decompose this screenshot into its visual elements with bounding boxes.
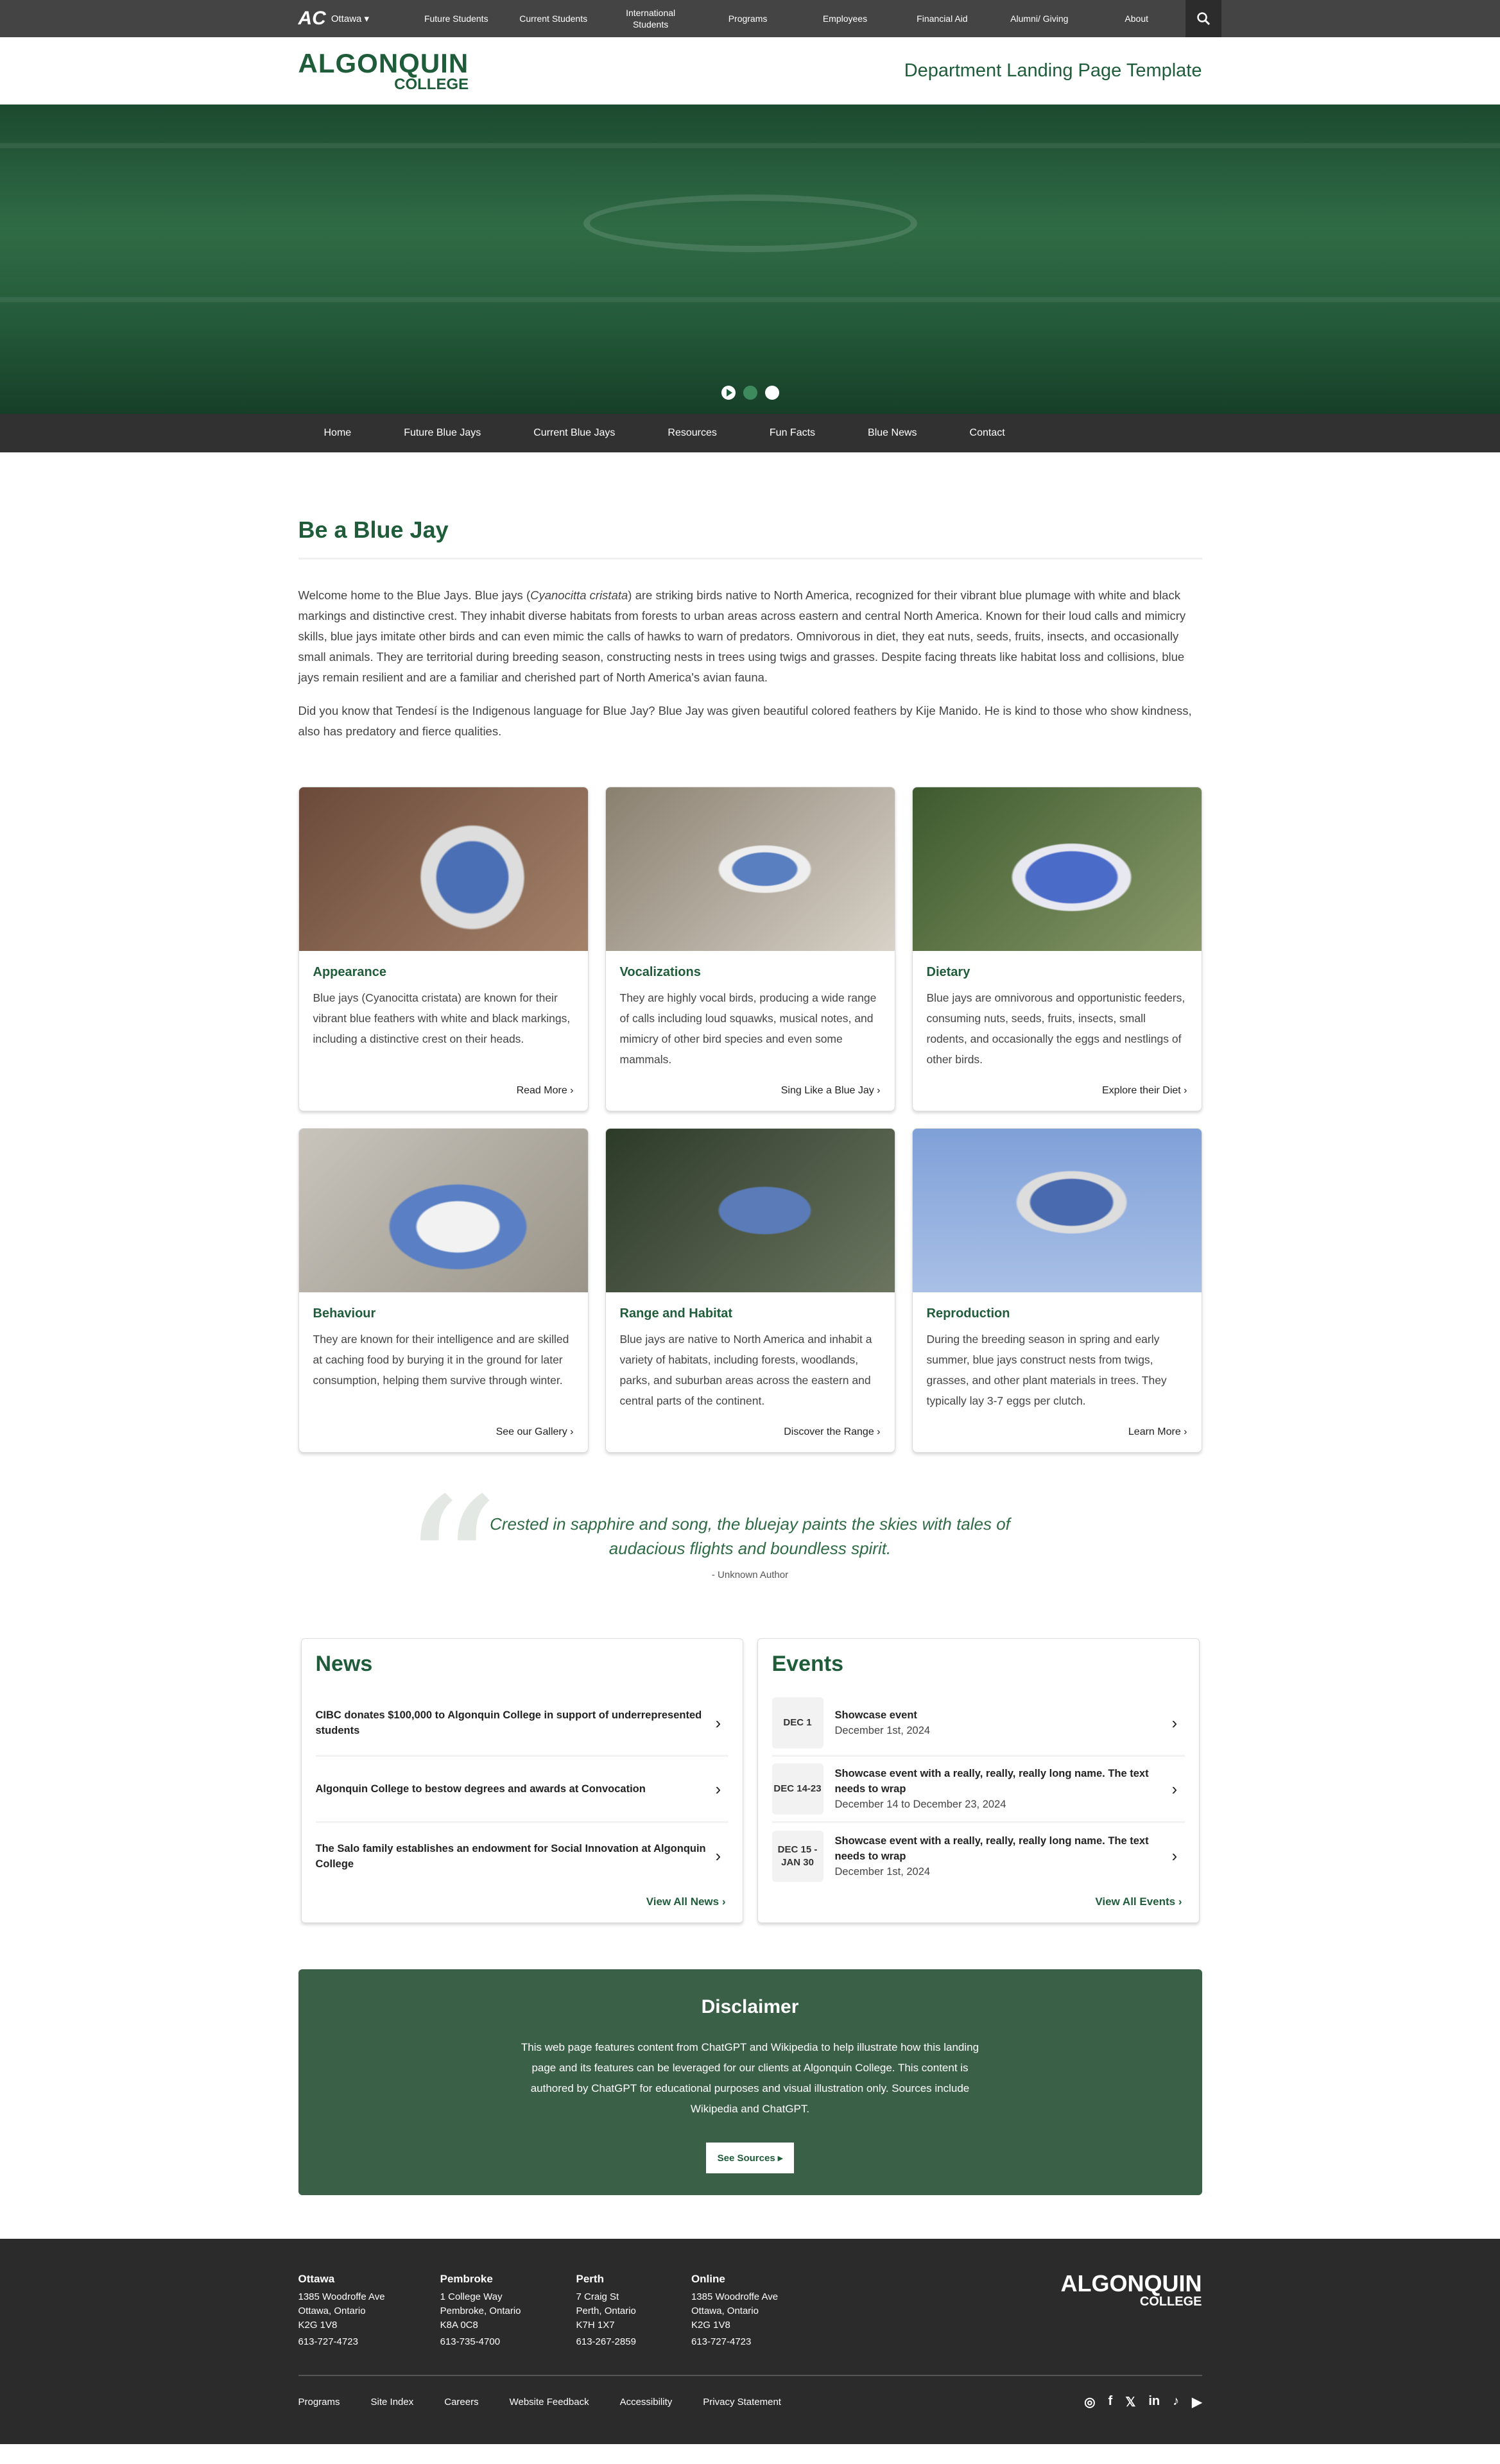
card-vocalizations: Vocalizations They are highly vocal birds, producing a wide range of calls including loud squawks, musical notes, and mimicry of other bird species and even some mammals. Sing Like a Blue Jay › [605,787,895,1111]
intro-text [298,585,1202,742]
subnav-future-blue-jays[interactable]: Future Blue Jays [404,427,481,438]
carousel-dot[interactable] [765,386,779,400]
search-icon [1196,12,1211,26]
hero-decor [0,297,1500,302]
hero-carousel [0,105,1500,414]
footer-link-accessibility[interactable]: Accessibility [619,2396,673,2408]
intro-paragraph: Welcome home to the Blue Jays. Blue jays (Cyanocitta cristata) are striking birds native to North America, recognized for their vibrant blue plumage with white and black markings and distinctive crest. They inhabit diverse habitats from forests to urban areas across eastern and central North America. Known for their loud calls and mimicry skills, blue jays imitate other birds and can even mimic the calls of hawks to warn of predators. Omnivorous in diet, they eat nuts, seeds, fruits, insects, and occasionally small animals. They are territorial during breeding season, constructing nests in trees using twigs and grasses. Despite facing threats like habitat loss and collisions, blue jays remain resilient and are a familiar and cherished part of North America's avian fauna. [298,588,1186,684]
chevron-right-icon: › [1171,1846,1178,1865]
quote-mark-icon: “ [401,1457,499,1681]
chevron-right-icon: › [1171,1779,1178,1799]
quote-text: Crested in sapphire and song, the bluejay paints the skies with tales of audacious flights and boundless spirit. [490,1514,1010,1558]
blue-jay-image [299,1129,588,1292]
footer-link-programs[interactable]: Programs [298,2396,340,2408]
event-date: DEC 14-23 [772,1763,823,1815]
x-icon[interactable]: 𝕏 [1125,2395,1136,2409]
subnav-contact[interactable]: Contact [969,427,1005,438]
card-appearance: Appearance Blue jays (Cyanocitta cristata) are known for their vibrant blue feathers with white and black markings, including a distinctive crest on their heads. Read More › [298,787,589,1111]
blue-jay-image [606,787,895,951]
subnav-fun-facts[interactable]: Fun Facts [769,427,816,438]
event-item[interactable]: DEC 1 Showcase event December 1st, 2024 › [772,1691,1185,1757]
ac-logo-icon[interactable]: AC [298,8,326,29]
top-nav-current-students[interactable]: Current Students [519,13,588,24]
top-nav-future-students[interactable]: Future Students [424,13,488,24]
blue-jay-image [606,1129,895,1292]
footer-link-site-index[interactable]: Site Index [370,2396,414,2408]
algonquin-logo[interactable]: ALGONQUIN COLLEGE [298,47,469,93]
card-range-habitat: Range and Habitat Blue jays are native to North America and inhabit a variety of habitats, including forests, woodlands, parks, and suburban areas across the eastern and central parts of the continent. Discover the Range › [605,1128,895,1453]
site-footer [0,2239,1500,2444]
carousel-controls [721,386,779,400]
footer-link-careers[interactable]: Careers [444,2396,479,2408]
quote-author: - Unknown Author [711,1570,789,1580]
news-item[interactable]: Algonquin College to bestow degrees and awards at Convocation › [316,1757,728,1823]
chevron-right-icon: › [715,1779,721,1799]
see-sources-button[interactable]: See Sources ▸ [706,2143,795,2173]
explore-diet-link[interactable]: Explore their Diet › [1102,1085,1187,1096]
linkedin-icon[interactable]: in [1148,2393,1160,2408]
top-nav-financial-aid[interactable]: Financial Aid [917,13,968,24]
event-date: DEC 1 [772,1697,823,1749]
news-panel: News CIBC donates $100,000 to Algonquin College in support of underrepresented students › Algonquin College to bestow degrees and awards at Convocation › The Salo family establishes an endowment for Social Innovation at Algonquin College › View All News › [301,1638,743,1923]
events-panel: Events DEC 1 Showcase event December 1st, 2024 › DEC 14-23 Showcase event with a really, really, really long name. The text needs to wrap December 14 to December 23, 2024 › DEC 15 - JAN 30 Showcase event with a really, really, really long name. The text needs to wrap December 1st, 2024 › View All Events › [757,1638,1200,1923]
footer-link-privacy[interactable]: Privacy Statement [703,2396,781,2408]
intro-paragraph: Did you know that Tendesí is the Indigenous language for Blue Jay? Blue Jay was given beautiful colored feathers by Kije Manido. He is kind to those who show kindness, also has predatory and fierce qualities. [298,704,1192,738]
card-dietary: Dietary Blue jays are omnivorous and opportunistic feeders, consuming nuts, seeds, fruits, insects, small rodents, and occasionally the eggs and nestlings of other birds. Explore their Diet › [912,787,1202,1111]
search-button[interactable] [1185,0,1221,37]
footer-campus-online: Online 1385 Woodroffe Ave Ottawa, Ontario K2G 1V8 613-727-4723 [691,2273,779,2347]
see-gallery-link[interactable]: See our Gallery › [496,1426,574,1437]
subnav-home[interactable]: Home [323,427,352,438]
blue-jay-image [299,787,588,951]
subnav-blue-news[interactable]: Blue News [868,427,917,438]
top-nav-international-students[interactable]: International Students [626,8,676,30]
news-item[interactable]: CIBC donates $100,000 to Algonquin College in support of underrepresented students › [316,1691,728,1757]
event-item[interactable]: DEC 14-23 Showcase event with a really, really, really long name. The text needs to wrap December 14 to December 23, 2024 › [772,1757,1185,1823]
card-reproduction: Reproduction During the breeding season in spring and early summer, blue jays construct nests from twigs, grasses, and other plant materials in trees. They typically lay 3-7 eggs per clutch. Learn More › [912,1128,1202,1453]
blue-jay-image [913,1129,1202,1292]
event-date: DEC 15 - JAN 30 [772,1831,823,1882]
top-nav-alumni-giving[interactable]: Alumni/ Giving [1010,13,1069,24]
department-nav [0,414,1500,452]
footer-campus-perth: Perth 7 Craig St Perth, Ontario K7H 1X7 613-267-2859 [576,2273,636,2347]
top-bar [0,0,1500,37]
youtube-icon[interactable]: ▶ [1192,2395,1202,2409]
subnav-resources[interactable]: Resources [668,427,717,438]
department-title: Department Landing Page Template [904,60,1202,81]
footer-link-website-feedback[interactable]: Website Feedback [509,2396,589,2408]
event-item[interactable]: DEC 15 - JAN 30 Showcase event with a really, really, really long name. The text needs to wrap December 1st, 2024 › [772,1823,1185,1889]
learn-more-link[interactable]: Learn More › [1128,1426,1187,1437]
chevron-right-icon: › [715,1713,721,1733]
hero-decor [583,194,917,252]
subnav-current-blue-jays[interactable]: Current Blue Jays [533,427,616,438]
footer-campus-ottawa: Ottawa 1385 Woodroffe Ave Ottawa, Ontario K2G 1V8 613-727-4723 [298,2273,385,2347]
card-grid [298,787,1202,1453]
chevron-right-icon: › [1171,1713,1178,1733]
disclaimer-section: Disclaimer This web page features content from ChatGPT and Wikipedia to help illustrate how this landing page and its features can be leveraged for our clients at Algonquin College. This content is authored by ChatGPT for educational purposes and visual illustration only. Sources include Wikipedia and ChatGPT. See Sources ▸ [298,1969,1202,2195]
instagram-icon[interactable]: ◎ [1084,2395,1096,2409]
news-events [298,1638,1202,1923]
campus-selector[interactable]: Ottawa ▾ [331,13,370,24]
hero-decor [0,143,1500,148]
footer-campus-pembroke: Pembroke 1 College Way Pembroke, Ontario K8A 0C8 613-735-4700 [440,2273,521,2347]
top-nav-employees[interactable]: Employees [822,13,868,24]
facebook-icon[interactable]: f [1108,2393,1113,2408]
top-nav-programs[interactable]: Programs [728,13,768,24]
discover-range-link[interactable]: Discover the Range › [784,1426,881,1437]
quote-block [298,1457,1202,1681]
tiktok-icon[interactable]: ♪ [1173,2393,1180,2408]
read-more-link[interactable]: Read More › [516,1085,574,1096]
site-header [0,37,1500,105]
carousel-dot[interactable] [743,386,757,400]
social-links [1084,2394,1202,2410]
card-behaviour: Behaviour They are known for their intelligence and are skilled at caching food by burying it in the ground for later consumption, helping them survive through winter. See our Gallery › [298,1128,589,1453]
play-icon[interactable] [721,386,736,400]
sing-like-blue-jay-link[interactable]: Sing Like a Blue Jay › [780,1085,881,1096]
chevron-right-icon: › [715,1846,721,1865]
view-all-events-link[interactable]: View All Events › [1095,1895,1182,1908]
footer-logo[interactable]: ALGONQUIN COLLEGE [1060,2270,1202,2309]
news-item[interactable]: The Salo family establishes an endowment for Social Innovation at Algonquin College › [316,1823,728,1889]
view-all-news-link[interactable]: View All News › [646,1895,726,1908]
blue-jay-image [913,787,1202,951]
top-nav [408,7,1185,30]
page-title: Be a Blue Jay [298,517,1202,560]
top-nav-about[interactable]: About [1125,13,1149,24]
